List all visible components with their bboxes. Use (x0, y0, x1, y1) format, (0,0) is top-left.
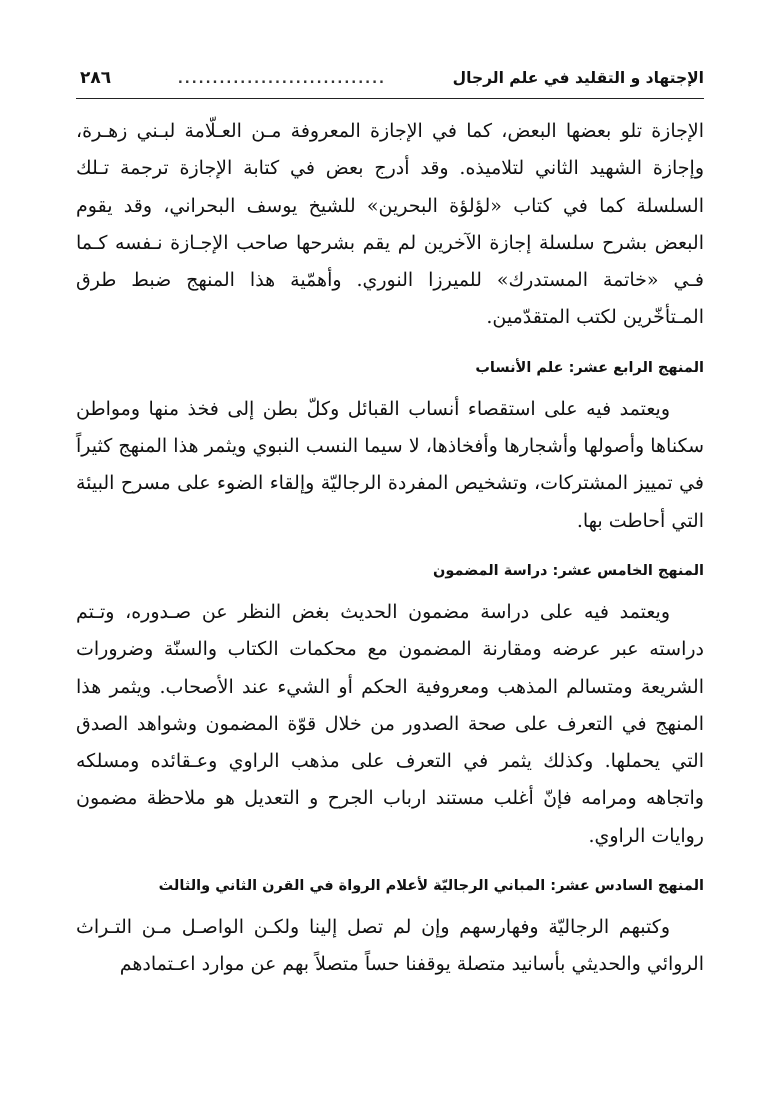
paragraph-3: ويعتمد فيه على دراسة مضمون الحديث بغض النظر عن صـدوره، وتـتم دراسته عبر عرضه ومقارنة المضمون مع محكمات الكتاب والسنّة وضرورات الشريعة ومتسالم المذهب ومعروفية الحكم أو الشيء عند الأصحاب. ويثمر هذا المنهج في التعرف على صحة الصدور من خلال قوّة المضمون وشواهد الصدق التي يحملها. وكذلك يثمر في التعرف على مذهب الراوي وعـقائده ومسلكه واتجاهه ومرامه فإنّ أغلب مستند ارباب الجرح و التعديل هو ملاحظة مضمون روايات الراوي. (76, 600, 704, 847)
paragraph-4: وكتبهم الرجاليّة وفهارسهم وإن لم تصل إلينا ولكـن الواصـل مـن التـراث الروائي والحديثي بأسانيد متصلة يوقفنا حساً متصلاً بهم عن موارد اعـتمادهم (76, 916, 704, 976)
running-header (76, 68, 704, 99)
running-title: الإجتهاد و التقليد في علم الرجال (452, 69, 704, 87)
paragraph-1: الإجازة تلو بعضها البعض، كما في الإجازة المعروفة مـن العـلّامة لبـني زهـرة، وإجازة الشهيد الثاني لتلاميذه. وقد أدرج بعض في كتابة الإجازة ترجمة تـلك السلسلة كما في كتاب «لؤلؤة البحرين» للشيخ يوسف البحراني، وقد يقوم البعض بشرح سلسلة إجازة الآخرين لم يقم بشرحها صاحب الإجـازة نـفسه كـما فـي «خاتمة المستدرك» للميرزا النوري. وأهمّية هذا المنهج ضبط طرق المـتأخّرين لكتب المتقدّمين. (76, 120, 704, 329)
section-heading-14: المنهج الرابع عشر: علم الأنساب (475, 359, 704, 376)
section-heading-16: المنهج السادس عشر: المباني الرجاليّة لأعلام الرواة في القرن الثاني والثالث (158, 878, 704, 895)
document-page (76, 68, 704, 984)
header-leader-dots: .............................. (177, 72, 386, 87)
body-text (76, 113, 704, 984)
page-number: ٢٨٦ (80, 68, 112, 88)
section-heading-15: المنهج الخامس عشر: دراسة المضمون (433, 562, 704, 579)
paragraph-2: ويعتمد فيه على استقصاء أنساب القبائل وكلّ بطن إلى فخذ منها ومواطن سكناها وأصولها وأشجارها وأفخاذها، لا سيما النسب النبوي ويثمر هذا المنهج كثيراً في تمييز المشتركات، وتشخيص المفردة الرجاليّة وإلقاء الضوء على مسرح البيئة التي أحاطت بها. (76, 397, 704, 532)
